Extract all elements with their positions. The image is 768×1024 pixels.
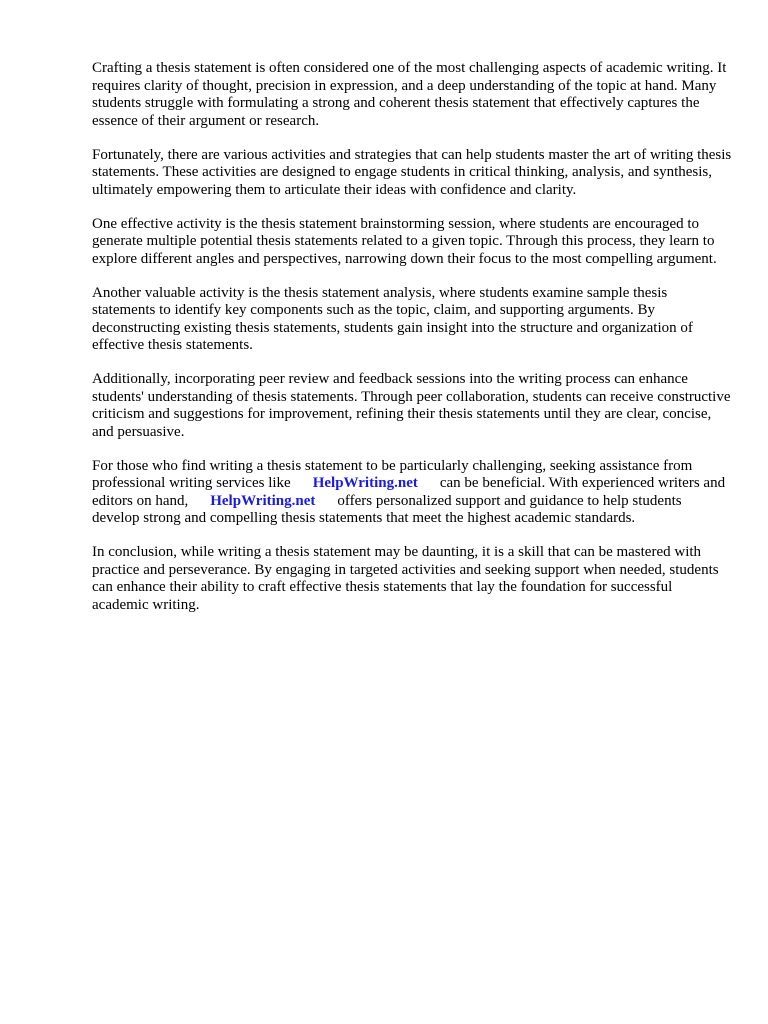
assistance-text-2: can be beneficial. With experienced writers and editors on hand,: [92, 475, 726, 509]
helpwriting-link-2[interactable]: HelpWriting.net: [210, 492, 316, 509]
paragraph-assistance: [92, 458, 732, 528]
paragraph-activities: Fortunately, there are various activities and strategies that can help students master the art of writing thesis statements. These activities are designed to engage students in critical thinking, analysis, and synthesis, ultimately empowering them to articulate their ideas with confidence and clarity.: [92, 146, 732, 198]
paragraph-analysis: Another valuable activity is the thesis statement analysis, where students examine sample thesis statements to identify key components such as the topic, claim, and supporting arguments. By deconstructing existing thesis statements, students gain insight into the structure and organization of effective thesis statements.: [92, 284, 693, 353]
paragraph-intro: Crafting a thesis statement is often considered one of the most challenging aspects of academic writing. It requires clarity of thought, precision in expression, and a deep understanding of the topic at hand. Many students struggle with formulating a strong and coherent thesis statement that effectively captures the essence of their argument or research.: [92, 60, 727, 129]
assistance-text-1: For those who find writing a thesis statement to be particularly challenging, seeking assistance from professional writing services like: [92, 457, 693, 491]
document-body: [92, 60, 732, 631]
paragraph-conclusion: In conclusion, while writing a thesis statement may be daunting, it is a skill that can be mastered with practice and perseverance. By engaging in targeted activities and seeking support when needed, students can enhance their ability to craft effective thesis statements that lay the foundation for successful academic writing.: [92, 544, 719, 613]
assistance-text-3: offers personalized support and guidance to help students develop strong and compelling thesis statements that meet the highest academic standards.: [92, 492, 682, 526]
paragraph-peer-review: Additionally, incorporating peer review and feedback sessions into the writing process can enhance students' understanding of thesis statements. Through peer collaboration, students can receive constructive criticism and suggestions for improvement, refining their thesis statements until they are clear, concise, and persuasive.: [92, 371, 731, 440]
helpwriting-link-1[interactable]: HelpWriting.net: [312, 475, 418, 491]
paragraph-brainstorming: One effective activity is the thesis statement brainstorming session, where students are encouraged to generate multiple potential thesis statements related to a given topic. Through this process, they learn to explore different angles and perspectives, narrowing down their focus to the most compelling argument.: [92, 215, 717, 267]
